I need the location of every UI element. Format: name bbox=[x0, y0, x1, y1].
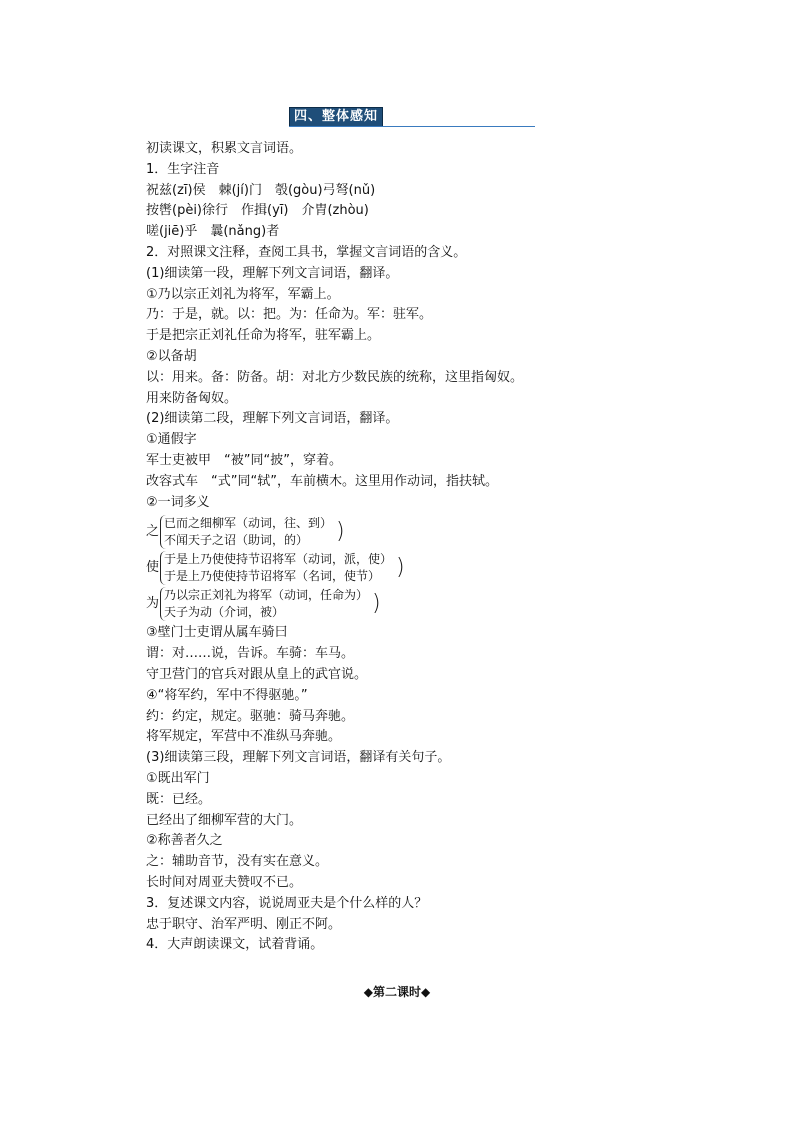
text-line: 已经出了细柳军营的大门。 bbox=[146, 812, 303, 828]
text-line: ③壁门士吏谓从属车骑曰 bbox=[146, 625, 288, 641]
polysemy-entry bbox=[146, 551, 666, 585]
text-line: 2．对照课文注释，查阅工具书，掌握文言词语的含义。 bbox=[146, 244, 467, 260]
text-line: ①通假字 bbox=[146, 432, 197, 448]
text-line: 按辔(pèi)徐行 作揖(yī) 介胄(zhòu) bbox=[146, 203, 369, 219]
text-line: 将军规定，军营中不准纵马奔驰。 bbox=[146, 729, 342, 745]
closing-paren: ) bbox=[372, 591, 381, 617]
document-body bbox=[146, 139, 666, 956]
polysemy-usage: 于是上乃使使持节诏将军（名词，使节） bbox=[164, 569, 381, 584]
text-line: 3．复述课文内容，说说周亚夫是个什么样的人？ bbox=[146, 895, 428, 911]
text-line: ④“将军约，军中不得驱驰。” bbox=[146, 687, 308, 703]
text-line: 祝兹(zī)侯 棘(jí)门 彀(gòu)弓弩(nǔ) bbox=[146, 182, 376, 198]
polysemy-usage: 天子为动（介词，被） bbox=[164, 605, 285, 620]
text-line: 军士吏被甲 “被”同“披”，穿着。 bbox=[146, 452, 342, 468]
text-line: 1．生字注音 bbox=[146, 161, 220, 177]
text-line: 约：约定，规定。驱驰：骑马奔驰。 bbox=[146, 708, 355, 724]
text-line: 改容式车 “式”同“轼”，车前横木。这里用作动词，指扶轼。 bbox=[146, 473, 498, 489]
polysemy-brace bbox=[160, 587, 368, 621]
text-line: 初读课文，积累文言词语。 bbox=[146, 141, 303, 156]
text-line: 以：用来。备：防备。胡：对北方少数民族的统称，这里指匈奴。 bbox=[146, 369, 524, 385]
polysemy-entry bbox=[146, 515, 666, 549]
next-lesson-title: ◆第二课时◆ bbox=[363, 985, 431, 999]
text-line: ①既出军门 bbox=[146, 770, 210, 786]
text-line: 于是把宗正刘礼任命为将军，驻军霸上。 bbox=[146, 328, 381, 344]
polysemy-usage: 乃以宗正刘礼为将军（动词，任命为） bbox=[164, 588, 369, 603]
closing-paren: ) bbox=[336, 519, 345, 545]
text-line: 谓：对……说，告诉。车骑：车马。 bbox=[146, 646, 355, 662]
text-line: 4．大声朗读课文，试着背诵。 bbox=[146, 937, 324, 953]
text-line: (1)细读第一段，理解下列文言词语，翻译。 bbox=[146, 265, 399, 281]
text-line: 之：辅助音节，没有实在意义。 bbox=[146, 854, 329, 870]
section-heading-banner bbox=[289, 107, 535, 127]
polysemy-brace bbox=[160, 515, 332, 549]
section-heading: 四、整体感知 bbox=[289, 107, 383, 127]
text-line: 既：已经。 bbox=[146, 791, 212, 807]
closing-paren: ) bbox=[396, 555, 405, 581]
body-part-1 bbox=[146, 139, 666, 513]
text-line: 乃：于是，就。以：把。为：任命为。军：驻军。 bbox=[146, 307, 433, 323]
polysemy-brace bbox=[160, 551, 392, 585]
text-line: 守卫营门的官兵对跟从皇上的武官说。 bbox=[146, 666, 368, 682]
text-line: 长时间对周亚夫赞叹不已。 bbox=[146, 874, 303, 890]
text-line: 嗟(jiē)乎 曩(nǎng)者 bbox=[146, 224, 280, 240]
polysemy-entry bbox=[146, 587, 666, 621]
text-line: ②称善者久之 bbox=[146, 833, 223, 849]
text-line: ①乃以宗正刘礼为将军，军霸上。 bbox=[146, 286, 340, 302]
polysemy-section bbox=[146, 515, 666, 621]
text-line: (2)细读第二段，理解下列文言词语，翻译。 bbox=[146, 411, 399, 427]
polysemy-char: 使 bbox=[146, 559, 160, 575]
text-line: ②一词多义 bbox=[146, 494, 210, 510]
polysemy-usage: 于是上乃使使持节诏将军（动词，派，使） bbox=[164, 552, 393, 567]
text-line: (3)细读第三段，理解下列文言词语，翻译有关句子。 bbox=[146, 750, 451, 766]
heading-underline bbox=[289, 126, 535, 127]
polysemy-char: 为 bbox=[146, 595, 160, 611]
text-line: 用来防备匈奴。 bbox=[146, 390, 238, 406]
text-line: 忠于职守、治军严明、刚正不阿。 bbox=[146, 916, 342, 932]
polysemy-char: 之 bbox=[146, 523, 160, 539]
polysemy-usage: 已而之细柳军（动词，往、到） bbox=[164, 516, 333, 531]
body-part-2 bbox=[146, 623, 666, 956]
polysemy-usage: 不闻天子之诏（助词，的） bbox=[164, 533, 309, 548]
text-line: ②以备胡 bbox=[146, 348, 197, 364]
